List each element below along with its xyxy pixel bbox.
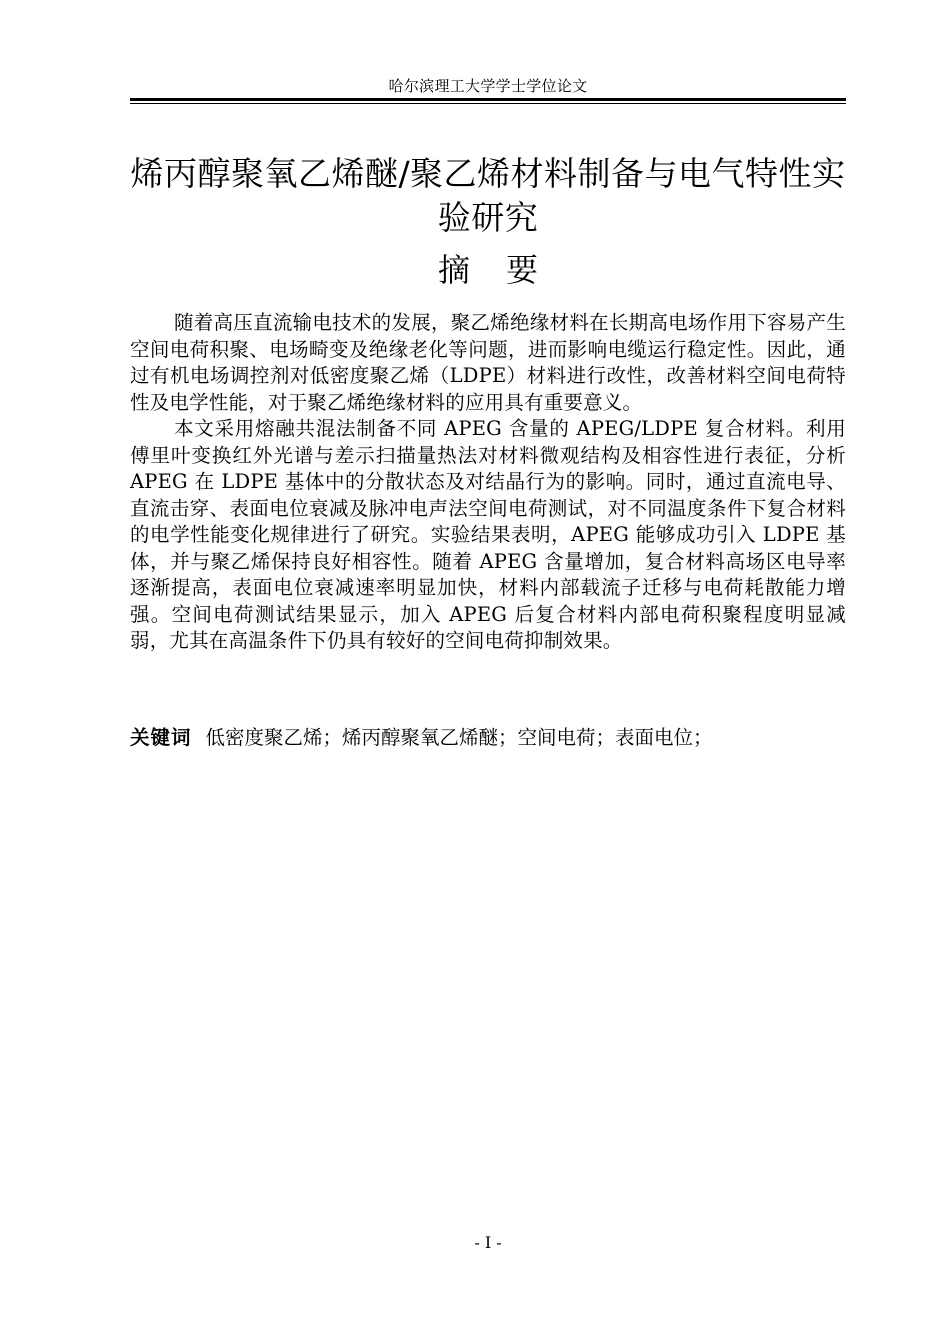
header-rule-thick bbox=[130, 98, 846, 101]
keywords-line bbox=[130, 725, 846, 751]
keywords-label: 关键词 bbox=[130, 726, 192, 749]
keywords-text: 低密度聚乙烯；烯丙醇聚氧乙烯醚；空间电荷；表面电位； bbox=[205, 726, 713, 749]
abstract-paragraph-1: 随着高压直流输电技术的发展，聚乙烯绝缘材料在长期高电场作用下容易产生空间电荷积聚、电场畸变及绝缘老化等问题，进而影响电缆运行稳定性。因此，通过有机电场调控剂对低密度聚乙烯（LDPE）材料进行改性，改善材料空间电荷特性及电学性能，对于聚乙烯绝缘材料的应用具有重要意义。 bbox=[130, 311, 846, 414]
header-rule-thin bbox=[130, 103, 846, 104]
abstract-body bbox=[130, 310, 846, 655]
abstract-heading: 摘要 bbox=[437, 251, 574, 289]
thesis-title: 烯丙醇聚氧乙烯醚/聚乙烯材料制备与电气特性实验研究 bbox=[130, 154, 846, 237]
page-number: - I - bbox=[474, 1233, 502, 1252]
running-header: 哈尔滨理工大学学士学位论文 bbox=[388, 77, 588, 95]
abstract-paragraph-2: 本文采用熔融共混法制备不同 APEG 含量的 APEG/LDPE 复合材料。利用傅里叶变换红外光谱与差示扫描量热法对材料微观结构及相容性进行表征，分析 APEG 在 LDPE 基体中的分散状态及对结晶行为的影响。同时，通过直流电导、直流击穿、表面电位衰减及脉冲电声法空间电荷测试，对不同温度条件下复合材料的电学性能变化规律进行了研究。实验结果表明，APEG 能够成功引入 LDPE 基体，并与聚乙烯保持良好相容性。随着 APEG 含量增加，复合材料高场区电导率逐渐提高，表面电位衰减速率明显加快，材料内部载流子迁移与电荷耗散能力增强。空间电荷测试结果显示，加入 APEG 后复合材料内部电荷积聚程度明显减弱，尤其在高温条件下仍具有较好的空间电荷抑制效果。 bbox=[130, 417, 846, 652]
